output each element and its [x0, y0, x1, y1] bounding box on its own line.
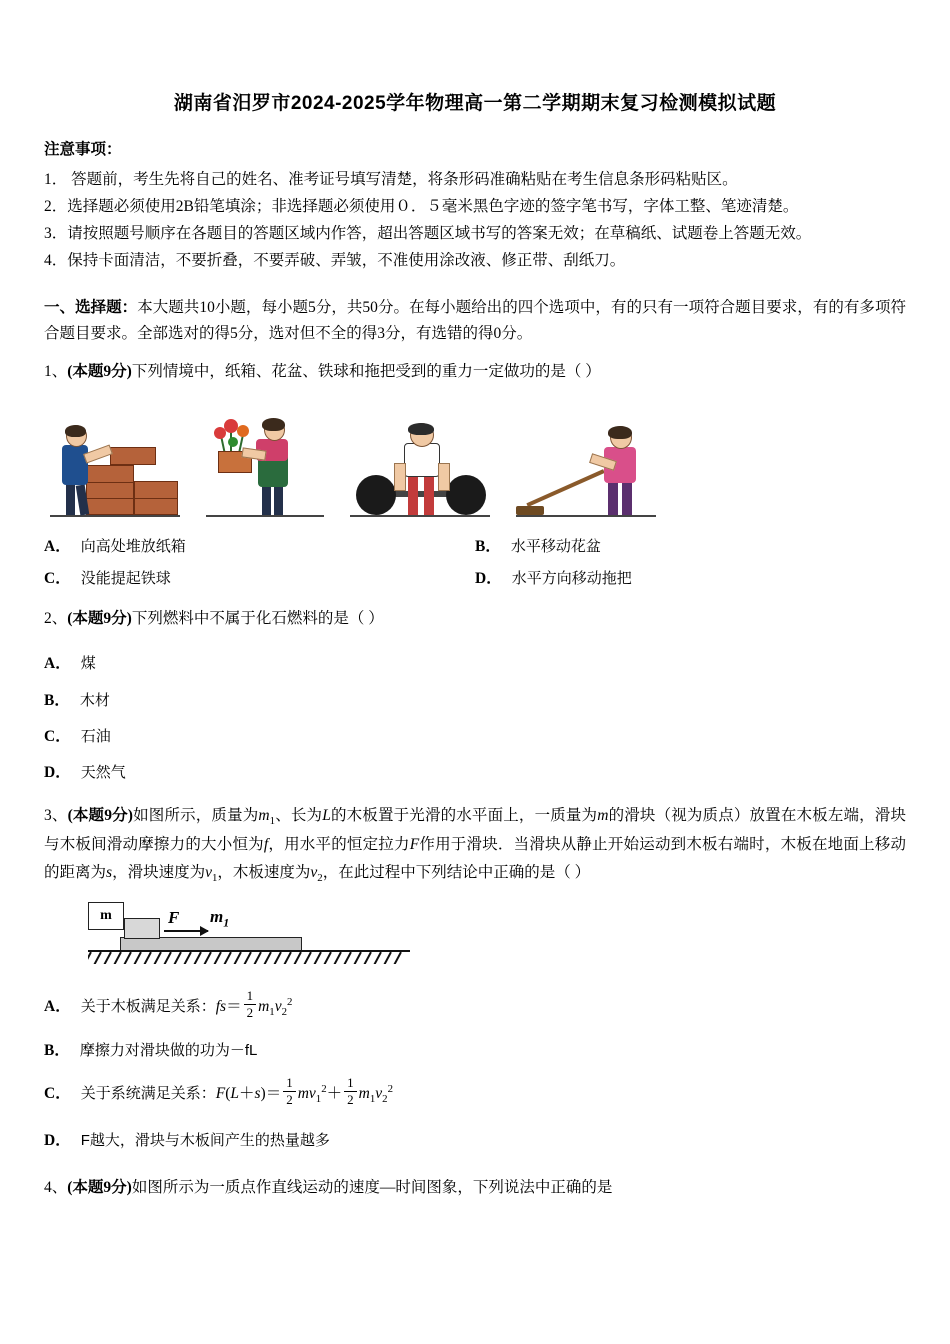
notice-heading: 注意事项：: [44, 141, 122, 158]
option-c-label: C．: [44, 728, 71, 746]
question-3-tag: (本题9分): [67, 806, 133, 824]
question-1-text: 下列情境中，纸箱、花盆、铁球和拖把受到的重力一定做功的是（ ）: [131, 362, 601, 380]
option-c-text: 没能提起铁球: [80, 569, 171, 587]
question-1-option-d[interactable]: [475, 563, 906, 595]
question-3-option-d[interactable]: [44, 1118, 906, 1165]
question-3-figure: [88, 898, 418, 970]
option-d-label: D．: [44, 1131, 71, 1149]
symbol-v1: v: [205, 863, 212, 881]
symbol-v2-sub: 2: [317, 871, 323, 884]
option-b-label: B．: [475, 538, 501, 556]
question-2-number: 2、: [44, 609, 68, 627]
question-1-options: [44, 531, 906, 595]
option-a-label: A．: [44, 538, 71, 556]
question-1-option-c[interactable]: [44, 563, 475, 595]
question-3-text-7: ，滑块速度为: [112, 863, 206, 881]
question-3-number: 3、: [44, 806, 68, 824]
option-d-text: F越大，滑块与木板间产生的热量越多: [80, 1131, 330, 1149]
option-a-formula: fs＝ $\frac{1}{2}$ $m_1v_2^2$: [215, 988, 293, 1021]
option-a-text: 煤: [80, 655, 96, 673]
notice-item-1: 1． 答题前，考生先将自己的姓名、准考证号填写清楚，将条形码准确粘贴在考生信息条形码粘贴区。: [44, 171, 738, 188]
symbol-L: L: [322, 806, 331, 824]
option-c-label: C．: [44, 1085, 71, 1103]
option-d-text: 水平方向移动拖把: [511, 569, 632, 587]
symbol-m: m: [258, 806, 270, 824]
figure-block-label: m: [88, 902, 124, 930]
question-2-text: 下列燃料中不属于化石燃料的是（ ）: [131, 609, 384, 627]
question-1-figure: [44, 397, 906, 517]
question-4-number: 4、: [44, 1179, 68, 1197]
scene-lifting-barbell: [350, 399, 490, 517]
question-3-stem: [44, 802, 906, 888]
question-3-text-6: 作用于滑块．当滑块从静止开始运动到木板右端时，木板在地面上移动的距离为: [44, 836, 906, 881]
figure-scene-row: [44, 397, 906, 517]
figure-board-mass-label: $m_1$: [210, 906, 230, 930]
question-2-option-c[interactable]: [44, 719, 906, 755]
symbol-s: s: [106, 863, 113, 881]
question-3-text-8: ，木板速度为: [217, 863, 311, 881]
notice-item-4: 4．保持卡面清洁，不要折叠，不要弄破、弄皱，不准使用涂改液、修正带、刮纸刀。: [44, 252, 626, 270]
option-d-label: D．: [44, 764, 71, 782]
question-4-stem: [44, 1174, 906, 1202]
option-b-text: 摩擦力对滑块做的功为－fL: [79, 1041, 258, 1059]
option-a-text: 关于木板满足关系：: [80, 998, 216, 1016]
option-c-text: 关于系统满足关系：: [80, 1085, 216, 1103]
question-2-stem: [44, 605, 906, 633]
option-a-label: A．: [44, 998, 71, 1016]
scene-moving-mop: [516, 399, 656, 517]
question-1-stem: [44, 358, 906, 386]
symbol-v1-sub: 1: [211, 871, 218, 884]
question-3-text-3: 的木板置于光滑的水平面上，一质量为: [330, 806, 598, 824]
question-3-text-4: 的滑块（视为质点）放置在木板左端，滑块与木板间滑动摩擦力的大小恒为: [44, 806, 906, 854]
section-one-label: 一、选择题：: [44, 299, 138, 317]
option-d-label: D．: [475, 569, 502, 587]
figure-ground-hatching: [88, 950, 410, 964]
question-3-options: [44, 984, 906, 1164]
scene-stacking-boxes: [50, 399, 180, 517]
figure-force-label: F: [168, 908, 180, 928]
symbol-v2: v: [310, 863, 318, 881]
question-3-text-1: 如图所示，质量为: [132, 806, 259, 824]
question-4-tag: (本题9分): [67, 1179, 132, 1197]
question-3-option-c[interactable]: [44, 1071, 906, 1118]
section-one-text: 本大题共10小题，每小题5分，共50分。在每小题给出的四个选项中，有的只有一项符合题目要求，有的有多项符合题目要求。全部选对的得5分，选对但不全的得3分，有选错的得0分。: [44, 299, 906, 343]
question-3-text-9: ，在此过程中下列结论中正确的是（ ）: [322, 863, 591, 881]
symbol-m-sub: 1: [269, 814, 276, 827]
question-2-tag: (本题9分): [67, 609, 132, 627]
question-3-option-b[interactable]: [44, 1031, 906, 1071]
symbol-m2: m: [597, 806, 609, 824]
question-2-option-d[interactable]: [44, 755, 906, 791]
question-2-option-b[interactable]: [44, 683, 906, 719]
question-3-text-2: 、长为: [275, 806, 323, 824]
option-c-formula: F(L＋s)＝ $\frac{1}{2}$ $mv_1^2+$ $\frac{1}{2}$ $m_1v_2^2$: [215, 1075, 394, 1107]
question-2-option-a[interactable]: [44, 646, 906, 682]
notice-item-3: 3．请按照题号顺序在各题目的答题区域内作答，超出答题区域书写的答案无效；在草稿纸、试题卷上答题无效。: [44, 225, 812, 243]
page-title: 湖南省汨罗市2024-2025学年物理高一第二学期期末复习检测模拟试题: [173, 93, 777, 114]
option-b-text: 木材: [79, 691, 110, 709]
figure-slider-block: [124, 918, 160, 939]
figure-force-arrow-icon: [164, 930, 208, 932]
scene-carrying-flowerpot: [206, 399, 324, 517]
notice-item-2: 2．选择题必须使用2B铅笔填涂；非选择题必须使用０．５毫米黑色字迹的签字笔书写，字体工整、笔迹清楚。: [44, 198, 799, 216]
question-1-option-b[interactable]: [475, 531, 906, 563]
option-b-label: B．: [44, 1041, 70, 1059]
question-1-tag: (本题9分): [67, 362, 132, 380]
symbol-f: f: [263, 836, 269, 854]
option-c-label: C．: [44, 569, 71, 587]
option-a-text: 向高处堆放纸箱: [80, 538, 186, 556]
option-c-text: 石油: [80, 728, 111, 746]
option-a-label: A．: [44, 655, 71, 673]
option-d-text: 天然气: [80, 764, 126, 782]
option-b-label: B．: [44, 691, 70, 709]
question-4-text: 如图所示为一质点作直线运动的速度—时间图象，下列说法中正确的是: [131, 1179, 613, 1197]
option-b-text: 水平移动花盆: [510, 538, 601, 556]
question-2-options: [44, 646, 906, 792]
question-3-option-a[interactable]: [44, 984, 906, 1031]
question-1-number: 1、: [44, 362, 68, 380]
section-one-heading: [44, 295, 906, 347]
symbol-F: F: [409, 836, 420, 854]
question-3-text-5: ，用水平的恒定拉力: [268, 836, 410, 854]
question-1-option-a[interactable]: [44, 531, 475, 563]
